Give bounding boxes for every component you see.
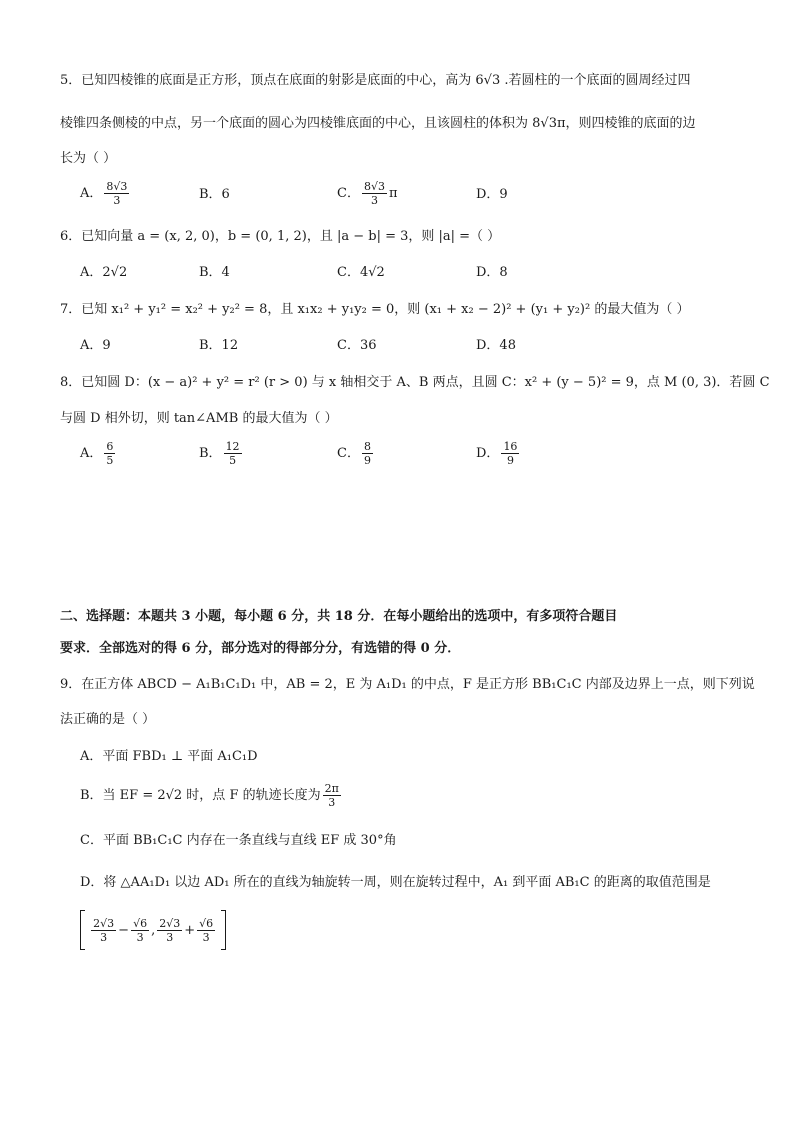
q9-option-b-denominator: 3: [328, 796, 336, 809]
q9-option-b-numerator: 2π: [324, 782, 339, 795]
q6-option-c: C．4√2: [337, 265, 385, 280]
q5-option-c-fraction: [362, 180, 387, 207]
range-fraction-3-denominator: 3: [166, 930, 174, 944]
range-fraction-1-denominator: 3: [100, 930, 108, 944]
q7-option-c: C．36: [337, 338, 377, 353]
q7-stem: 7．已知 x₁² + y₁² = x₂² + y₂² = 8，且 x₁x₂ + y₁y₂ = 0，则 (x₁ + x₂ − 2)² + (y₁ + y₂)² 的最大值为（ ）: [60, 302, 690, 317]
q9-option-d: D．将 △AA₁D₁ 以边 AD₁ 所在的直线为轴旋转一周，则在旋转过程中，A₁ 到平面 AB₁C 的距离的取值范围是: [80, 875, 711, 890]
left-bracket: [80, 910, 85, 950]
q8-option-a: [80, 440, 117, 467]
range-fraction-2: [131, 917, 149, 944]
q9-option-b: [80, 782, 343, 809]
range-fraction-4: [197, 917, 215, 944]
q8-option-b: [199, 440, 244, 467]
q5-option-c-numerator: 8√3: [363, 180, 385, 193]
q5-option-c: [337, 180, 398, 207]
q5-option-a-denominator: 3: [113, 194, 121, 207]
q8-option-b-fraction: [224, 440, 242, 467]
q8-option-d-numerator: 16: [503, 440, 518, 453]
q6-stem: 6．已知向量 a = (x, 2, 0)，b = (0, 1, 2)，且 |a − b| = 3，则 |a| =（ ）: [60, 229, 501, 244]
section2-heading-line1: 二、选择题：本题共 3 小题，每小题 6 分，共 18 分．在每小题给出的选项中，有多项符合题目: [60, 609, 618, 624]
q8-option-d-denominator: 9: [506, 454, 514, 467]
range-expression: [89, 917, 217, 944]
q8-stem-line1: 8．已知圆 D：(x − a)² + y² = r² (r > 0) 与 x 轴相交于 A、B 两点，且圆 C：x² + (y − 5)² = 9，点 M (0, 3)．若圆 C: [60, 375, 770, 390]
range-fraction-2-numerator: √6: [133, 916, 148, 930]
q8-option-b-label: B．: [199, 446, 222, 461]
range-fraction-1: [91, 917, 116, 944]
q5-option-c-suffix: π: [388, 186, 398, 201]
range-operator-minus: −: [118, 922, 130, 938]
q7-option-a: A．9: [80, 338, 111, 353]
range-fraction-3: [157, 917, 182, 944]
q9-option-b-text: B．当 EF = 2√2 时，点 F 的轨迹长度为: [80, 788, 321, 803]
right-bracket: [221, 910, 226, 950]
q5-stem-line3: 长为（ ）: [60, 151, 117, 166]
q8-option-a-denominator: 5: [106, 454, 114, 467]
q5-option-a: [80, 180, 131, 207]
q8-option-d: [476, 440, 521, 467]
q5-option-c-label: C．: [337, 186, 360, 201]
q8-option-a-fraction: [104, 440, 115, 467]
q8-option-a-label: A．: [80, 446, 103, 461]
q5-stem-line2: 棱锥四条侧棱的中点，另一个底面的圆心为四棱锥底面的中心，且该圆柱的体积为 8√3π，则四棱锥的底面的边: [60, 116, 696, 131]
q8-option-d-fraction: [501, 440, 519, 467]
q5-option-c-denominator: 3: [370, 194, 378, 207]
q8-stem-line2: 与圆 D 相外切，则 tan∠AMB 的最大值为（ ）: [60, 411, 338, 426]
q7-option-b: B．12: [199, 338, 239, 353]
q9-option-c: C．平面 BB₁C₁C 内存在一条直线与直线 EF 成 30°角: [80, 833, 397, 848]
q8-option-c-denominator: 9: [363, 454, 371, 467]
q5-option-a-fraction: [104, 180, 129, 207]
q5-option-a-label: A．: [80, 186, 103, 201]
q9-option-a: A．平面 FBD₁ ⊥ 平面 A₁C₁D: [80, 749, 258, 764]
q8-option-c-fraction: [362, 440, 373, 467]
q6-option-a: A．2√2: [80, 265, 128, 280]
range-fraction-4-numerator: √6: [199, 916, 214, 930]
range-separator: ,: [151, 922, 156, 938]
q9-stem-line1: 9．在正方体 ABCD − A₁B₁C₁D₁ 中，AB = 2，E 为 A₁D₁ 的中点，F 是正方形 BB₁C₁C 内部及边界上一点，则下列说: [60, 677, 755, 692]
q5-option-a-numerator: 8√3: [106, 180, 128, 193]
range-fraction-3-numerator: 2√3: [159, 916, 181, 930]
q8-option-a-numerator: 6: [106, 440, 114, 453]
q6-option-d: D．8: [476, 265, 508, 280]
range-operator-plus: +: [184, 922, 196, 938]
q8-option-b-numerator: 12: [225, 440, 240, 453]
q8-option-c-numerator: 8: [363, 440, 371, 453]
q8-option-b-denominator: 5: [229, 454, 237, 467]
range-fraction-4-denominator: 3: [202, 930, 210, 944]
q9-option-b-fraction: [323, 782, 341, 809]
q5-option-d: D．9: [476, 187, 508, 202]
q6-option-b: B．4: [199, 265, 230, 280]
range-fraction-1-numerator: 2√3: [93, 916, 115, 930]
q5-option-b: B．6: [199, 187, 230, 202]
section2-heading-line2: 要求．全部选对的得 6 分，部分选对的得部分分，有选错的得 0 分．: [60, 641, 461, 656]
q9-option-d-range: [80, 910, 226, 950]
q8-option-d-label: D．: [476, 446, 500, 461]
range-fraction-2-denominator: 3: [136, 930, 144, 944]
q9-stem-line2: 法正确的是（ ）: [60, 712, 156, 727]
q8-option-c: [337, 440, 375, 467]
q5-stem-line1: 5．已知四棱锥的底面是正方形，顶点在底面的射影是底面的中心，高为 6√3 .若圆柱的一个底面的圆周经过四: [60, 73, 691, 88]
q7-option-d: D．48: [476, 338, 516, 353]
q8-option-c-label: C．: [337, 446, 360, 461]
